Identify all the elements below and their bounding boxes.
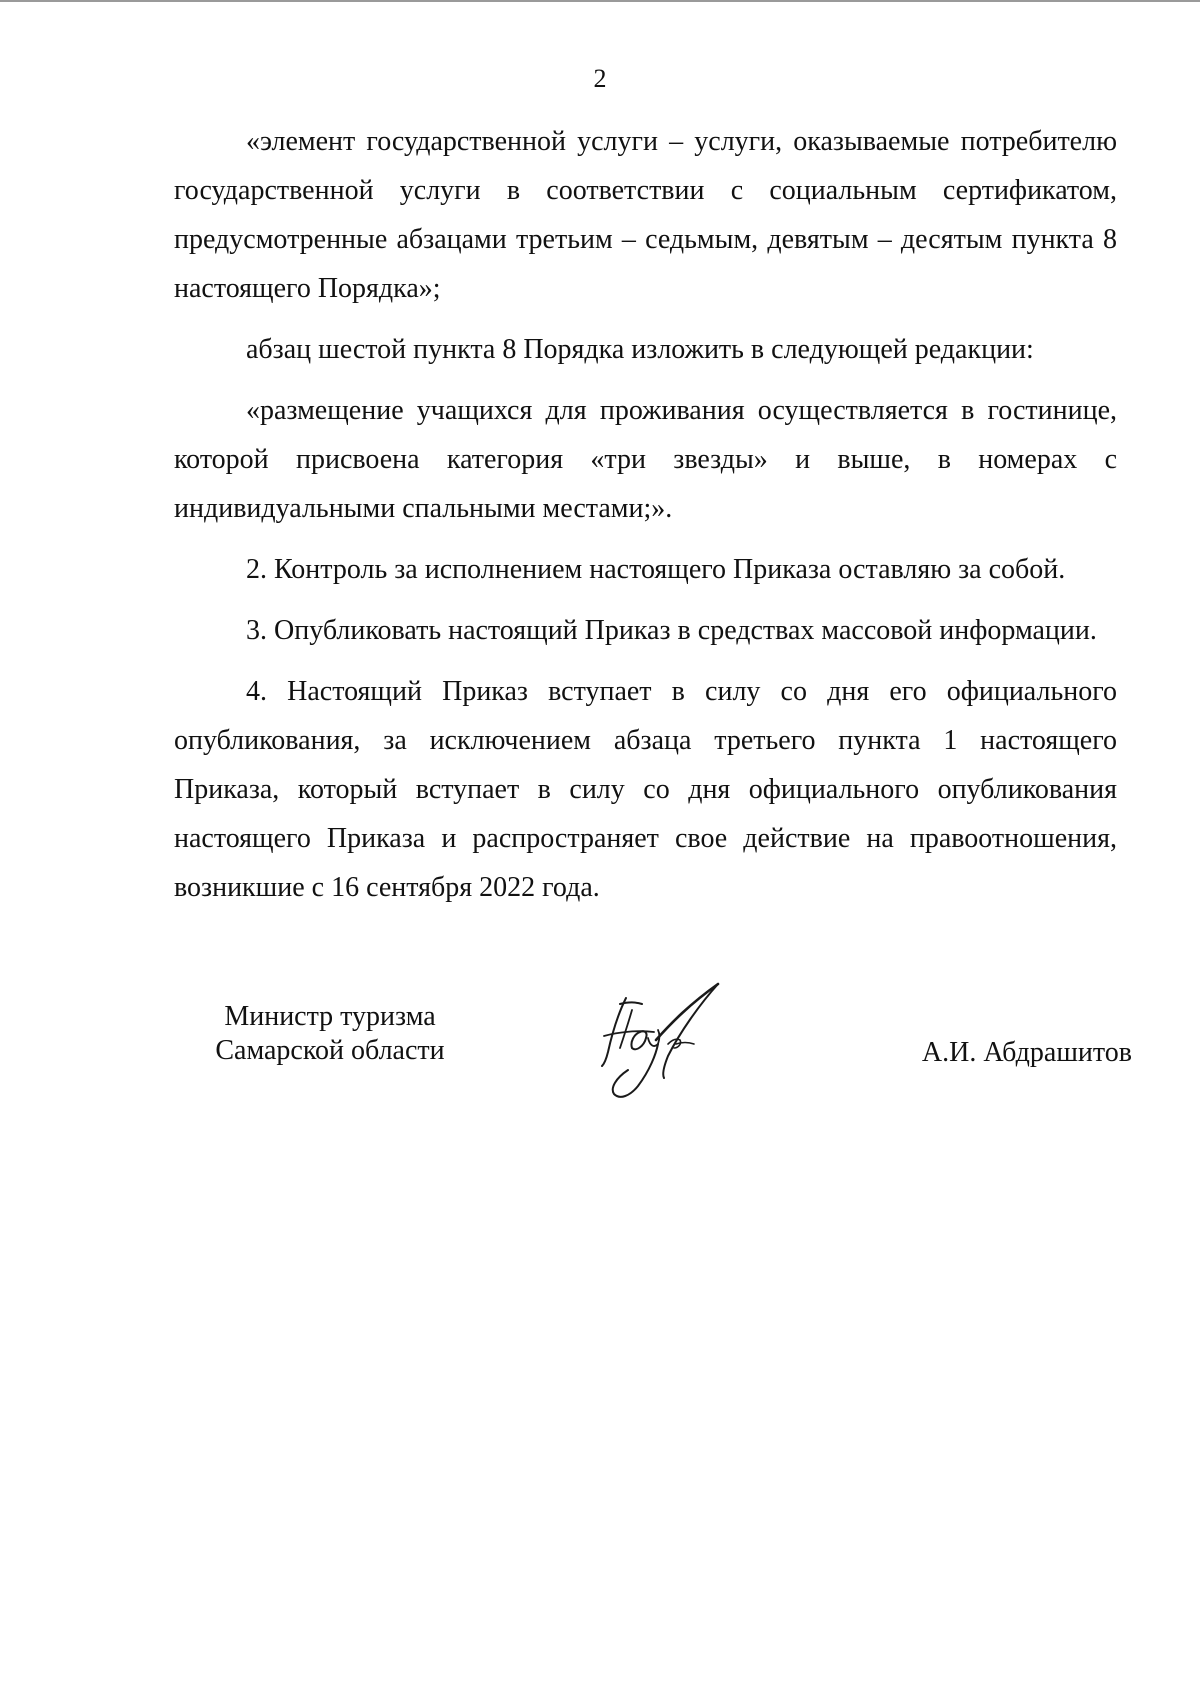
page-top-edge [0,0,1200,2]
signer-position [180,1000,480,1068]
page-number: 2 [593,64,607,93]
paragraph-amendment-intro: абзац шестой пункта 8 Порядка изложить в следующей редакции: [246,334,1034,365]
paragraph-item-3: 3. Опубликовать настоящий Приказ в средствах массовой информации. [246,615,1097,646]
signer-name: А.И. Абдрашитов [921,1037,1132,1068]
signature-block [0,1000,1200,1120]
handwritten-signature [568,974,758,1104]
paragraph-item-2: 2. Контроль за исполнением настоящего Приказа оставляю за собой. [246,554,1066,585]
paragraph-accommodation: «размещение учащихся для проживания осуществляется в гостинице, которой присвоена категория «три звезды» и выше, в номерах с индивидуальными спальными местами;». [174,395,1117,524]
document-body [174,117,1117,912]
paragraph-definition: «элемент государственной услуги – услуги, оказываемые потребителю государственной услуги в соответствии с социальным сертификатом, предусмотренные абзацами третьим – седьмым, девятым – десятым пункта 8 настоящего Порядка»; [174,126,1117,304]
signer-position-line-1: Министр туризма [224,1001,436,1032]
paragraph-item-4: 4. Настоящий Приказ вступает в силу со дня его официального опубликования, за исключением абзаца третьего пункта 1 настоящего Приказа, который вступает в силу со дня официального опубликования настоящего Приказа и распространяет свое действие на правоотношения, возникшие с 16 сентября 2022 года. [174,676,1117,903]
signer-position-line-2: Самарской области [215,1035,445,1066]
